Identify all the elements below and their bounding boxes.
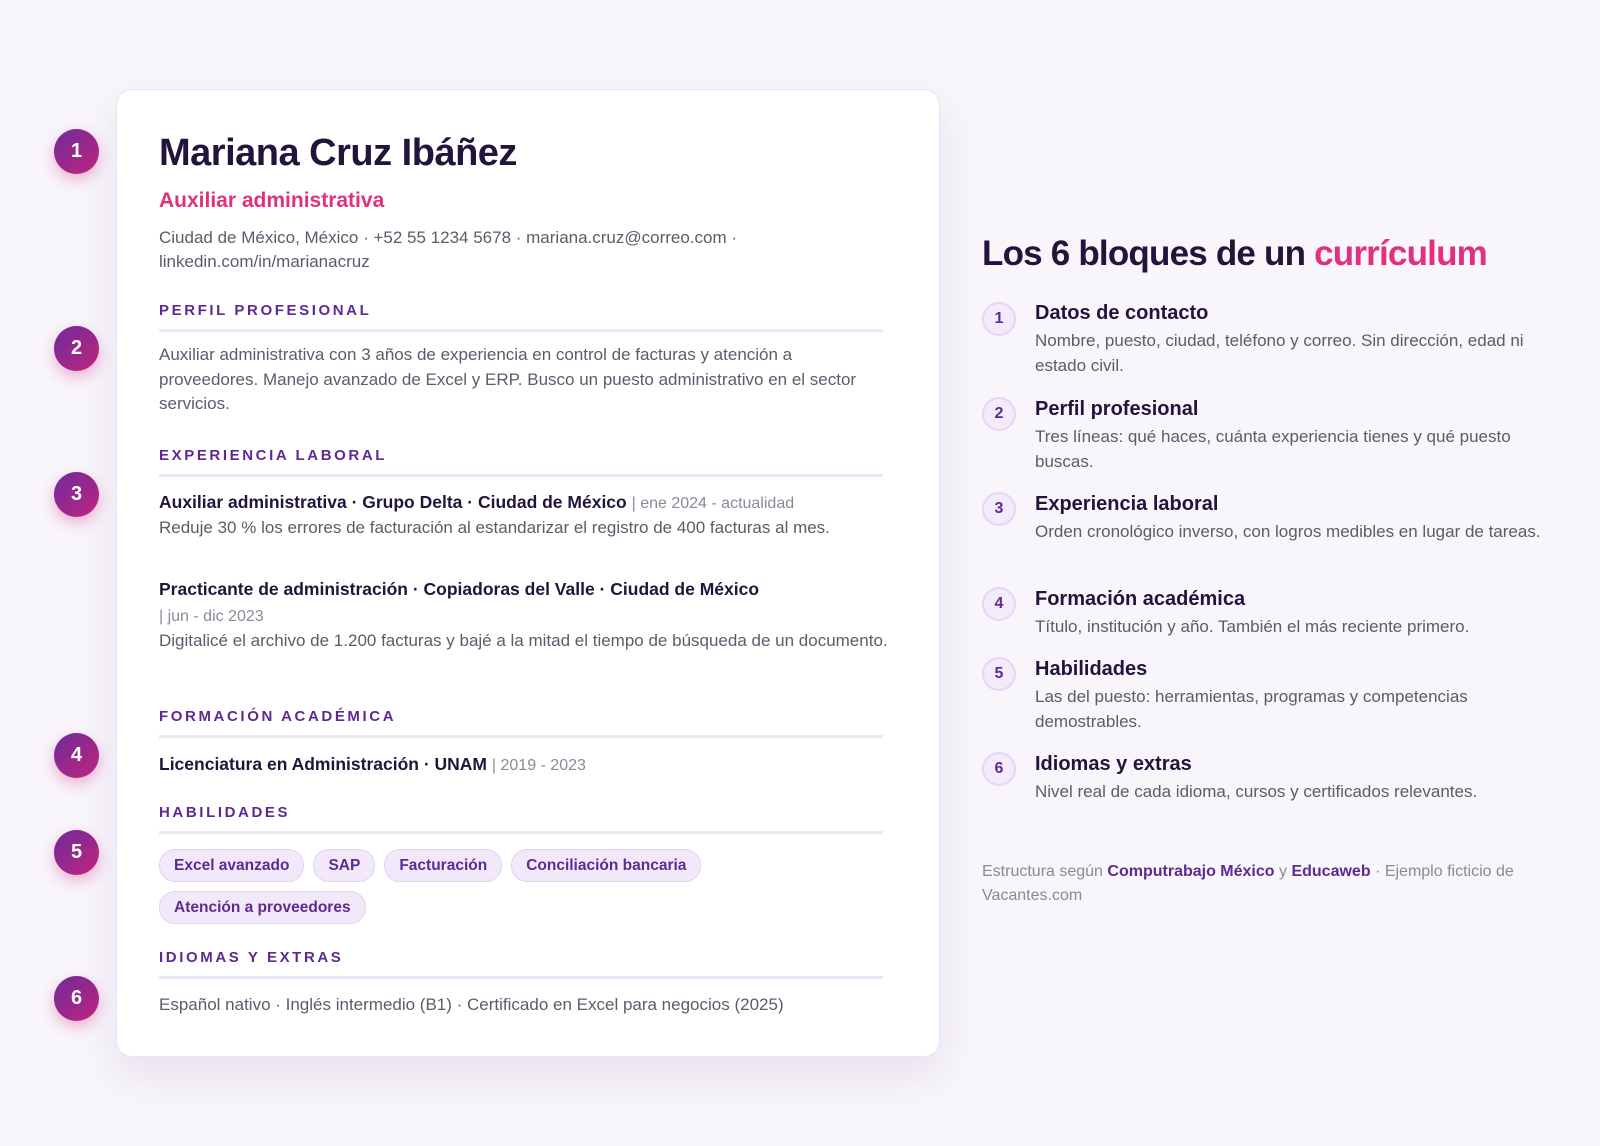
skill-chip: Conciliación bancaria bbox=[511, 849, 701, 882]
cv-name: Mariana Cruz Ibáñez bbox=[159, 132, 517, 174]
education-degree: Licenciatura en Administración · UNAM bbox=[159, 754, 488, 774]
step-number-1: 1 bbox=[982, 302, 1016, 336]
education-entry bbox=[159, 751, 899, 779]
job-1-dates: | ene 2024 - actualidad bbox=[631, 495, 795, 512]
cv-role: Auxiliar administrativa bbox=[159, 189, 385, 212]
job-2-description: Digitalicé el archivo de 1.200 facturas y bajé a la mitad el tiempo de búsqueda de un documento. bbox=[159, 631, 888, 650]
step-desc-1: Nombre, puesto, ciudad, teléfono y correo. Sin dirección, edad ni estado civil. bbox=[1035, 331, 1524, 375]
step-desc-4: Título, institución y año. También el más reciente primero. bbox=[1035, 617, 1470, 636]
section-marker-2: 2 bbox=[54, 326, 99, 371]
skill-chip: Facturación bbox=[384, 849, 502, 882]
step-title-1: Datos de contacto bbox=[1035, 302, 1209, 324]
section-marker-6: 6 bbox=[54, 976, 99, 1021]
skill-chip: Excel avanzado bbox=[159, 849, 304, 882]
step-title-5: Habilidades bbox=[1035, 658, 1148, 680]
job-1-position: Auxiliar administrativa · Grupo Delta · Ciudad de México bbox=[159, 492, 627, 512]
step-number-5: 5 bbox=[982, 657, 1016, 691]
profile-heading: PERFIL PROFESIONAL bbox=[159, 302, 883, 332]
step-desc-6: Nivel real de cada idioma, cursos y certificados relevantes. bbox=[1035, 782, 1478, 801]
languages-heading: IDIOMAS Y EXTRAS bbox=[159, 949, 883, 979]
step-desc-5: Las del puesto: herramientas, programas y competencias demostrables. bbox=[1035, 687, 1468, 731]
guide-title-main: Los 6 bloques de un bbox=[982, 234, 1306, 273]
education-heading: FORMACIÓN ACADÉMICA bbox=[159, 708, 883, 738]
step-title-6: Idiomas y extras bbox=[1035, 753, 1192, 775]
source-note bbox=[982, 860, 1542, 907]
step-desc-3: Orden cronológico inverso, con logros medibles en lugar de tareas. bbox=[1035, 522, 1541, 541]
step-number-2: 2 bbox=[982, 397, 1016, 431]
experience-heading: EXPERIENCIA LABORAL bbox=[159, 447, 883, 477]
education-dates: | 2019 - 2023 bbox=[491, 757, 586, 774]
job-1-title bbox=[159, 489, 899, 517]
cv-card bbox=[116, 89, 940, 1057]
job-2-dates: | jun - dic 2023 bbox=[159, 608, 264, 625]
skills-heading: HABILIDADES bbox=[159, 804, 883, 834]
step-title-2: Perfil profesional bbox=[1035, 398, 1199, 420]
job-2-position: Practicante de administración · Copiadoras del Valle · Ciudad de México bbox=[159, 579, 760, 599]
section-marker-3: 3 bbox=[54, 472, 99, 517]
job-1-description: Reduje 30 % los errores de facturación al estandarizar el registro de 400 facturas al mes. bbox=[159, 518, 830, 537]
step-title-3: Experiencia laboral bbox=[1035, 493, 1219, 515]
source-prefix: Estructura según bbox=[982, 863, 1103, 880]
step-number-6: 6 bbox=[982, 752, 1016, 786]
source-suffix: · Ejemplo ficticio de Vacantes.com bbox=[982, 863, 1514, 904]
step-desc-2: Tres líneas: qué haces, cuánta experiencia tienes y qué puesto buscas. bbox=[1035, 427, 1511, 471]
languages-text: Español nativo · Inglés intermedio (B1) · Certificado en Excel para negocios (2025) bbox=[159, 995, 784, 1014]
job-2-title bbox=[159, 576, 899, 630]
section-marker-4: 4 bbox=[54, 733, 99, 778]
step-number-3: 3 bbox=[982, 492, 1016, 526]
cv-contact-line: Ciudad de México, México · +52 55 1234 5678 · mariana.cruz@correo.com · linkedin.com/in/marianacruz bbox=[159, 228, 738, 271]
skill-chip: SAP bbox=[313, 849, 375, 882]
profile-text: Auxiliar administrativa con 3 años de experiencia en control de facturas y atención a proveedores. Manejo avanzado de Excel y ERP. Busco un puesto administrativo en el sector servicios. bbox=[159, 345, 857, 413]
section-marker-1: 1 bbox=[54, 129, 99, 174]
step-title-4: Formación académica bbox=[1035, 588, 1246, 610]
skill-chip: Atención a proveedores bbox=[159, 891, 366, 924]
skills-list bbox=[159, 849, 899, 933]
section-marker-5: 5 bbox=[54, 830, 99, 875]
guide-title-accent: currículum bbox=[1314, 234, 1487, 273]
step-number-4: 4 bbox=[982, 587, 1016, 621]
guide-title bbox=[982, 234, 1487, 274]
source-educaweb: Educaweb bbox=[1291, 863, 1371, 880]
source-joiner: y bbox=[1279, 863, 1287, 880]
source-computrabajo: Computrabajo México bbox=[1107, 863, 1275, 880]
